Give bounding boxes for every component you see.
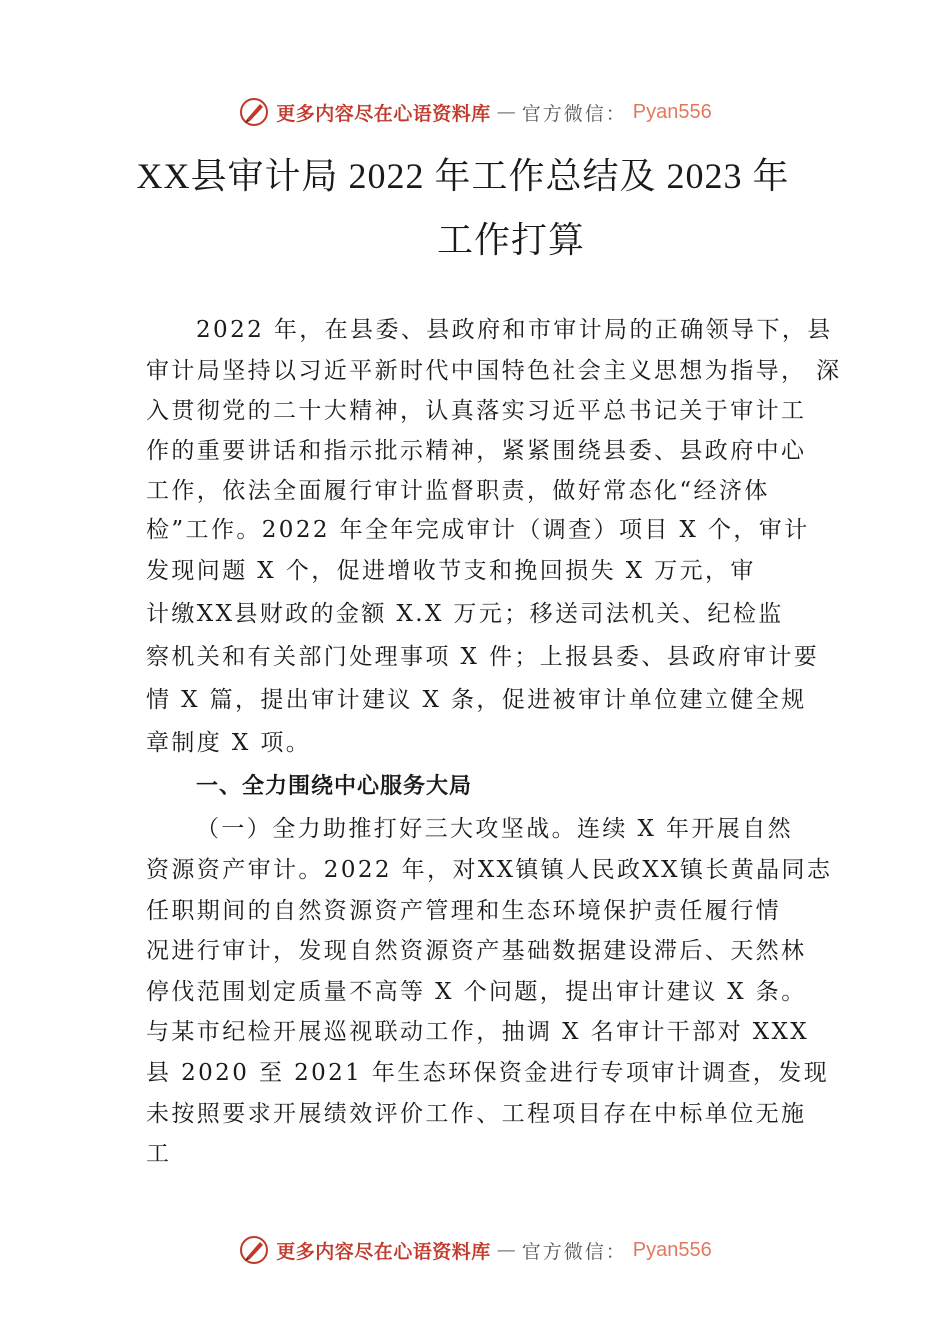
section-line: （一）全力助推打好三大攻坚战。连续 X 年开展自然 xyxy=(196,816,793,842)
section-line: 任职期间的自然资源资产管理和生态环境保护责任履行情 xyxy=(146,898,781,924)
watermark-dash: — xyxy=(496,1239,516,1261)
intro-line: 发现问题 X 个，促进增收节支和挽回损失 X 万元，审 xyxy=(146,558,756,584)
quill-pen-logo-icon xyxy=(238,1234,270,1266)
section-line: 停伐范围划定质量不高等 X 个问题，提出审计建议 X 条。 xyxy=(146,979,807,1005)
intro-line: 察机关和有关部门处理事项 X 件；上报县委、县政府审计要 xyxy=(146,644,820,670)
watermark-label: 官方微信： xyxy=(521,102,627,125)
section-line: 工 xyxy=(146,1141,172,1167)
watermark-header xyxy=(0,96,950,128)
watermark-footer xyxy=(0,1234,950,1266)
intro-line: 2022 年，在县委、县政府和市审计局的正确领导下，县 xyxy=(196,317,833,343)
intro-line: 检”工作。2022 年全年完成审计（调查）项目 X 个，审计 xyxy=(146,517,810,543)
intro-line: 计缴XX县财政的金额 X.X 万元；移送司法机关、纪检监 xyxy=(146,601,784,627)
watermark-brand: 更多内容尽在心语资料库 xyxy=(276,1240,491,1263)
section-line: 资源资产审计。2022 年，对XX镇镇人民政XX镇长黄晶同志 xyxy=(146,857,833,883)
section-line: 未按照要求开展绩效评价工作、工程项目存在中标单位无施 xyxy=(146,1101,807,1127)
intro-line: 作的重要讲话和指示批示精神，紧紧围绕县委、县政府中心 xyxy=(146,438,807,464)
watermark-id: Pyan556 xyxy=(632,1238,712,1261)
watermark-brand: 更多内容尽在心语资料库 xyxy=(276,102,491,125)
intro-line: 审计局坚持以习近平新时代中国特色社会主义思想为指导， 深 xyxy=(146,358,842,384)
quill-pen-logo-icon xyxy=(238,96,270,128)
section-line: 县 2020 至 2021 年生态环保资金进行专项审计调查，发现 xyxy=(146,1060,830,1086)
intro-line: 情 X 篇，提出审计建议 X 条，促进被审计单位建立健全规 xyxy=(146,687,807,713)
watermark-label: 官方微信： xyxy=(521,1240,627,1263)
intro-line: 章制度 X 项。 xyxy=(146,730,312,756)
section-line: 况进行审计，发现自然资源资产基础数据建设滞后、天然林 xyxy=(146,938,807,964)
section-heading: 一、全力围绕中心服务大局 xyxy=(196,774,473,799)
watermark-dash: — xyxy=(496,101,516,123)
document-title-line-2: 工作打算 xyxy=(436,220,585,260)
intro-line: 工作，依法全面履行审计监督职责，做好常态化“经济体 xyxy=(146,478,770,504)
intro-line: 入贯彻党的二十大精神，认真落实习近平总书记关于审计工 xyxy=(146,398,807,424)
watermark-id: Pyan556 xyxy=(632,100,712,123)
document-title-line-1: XX县审计局 2022 年工作总结及 2023 年 xyxy=(136,156,790,196)
section-line: 与某市纪检开展巡视联动工作，抽调 X 名审计干部对 XXX xyxy=(146,1019,810,1045)
